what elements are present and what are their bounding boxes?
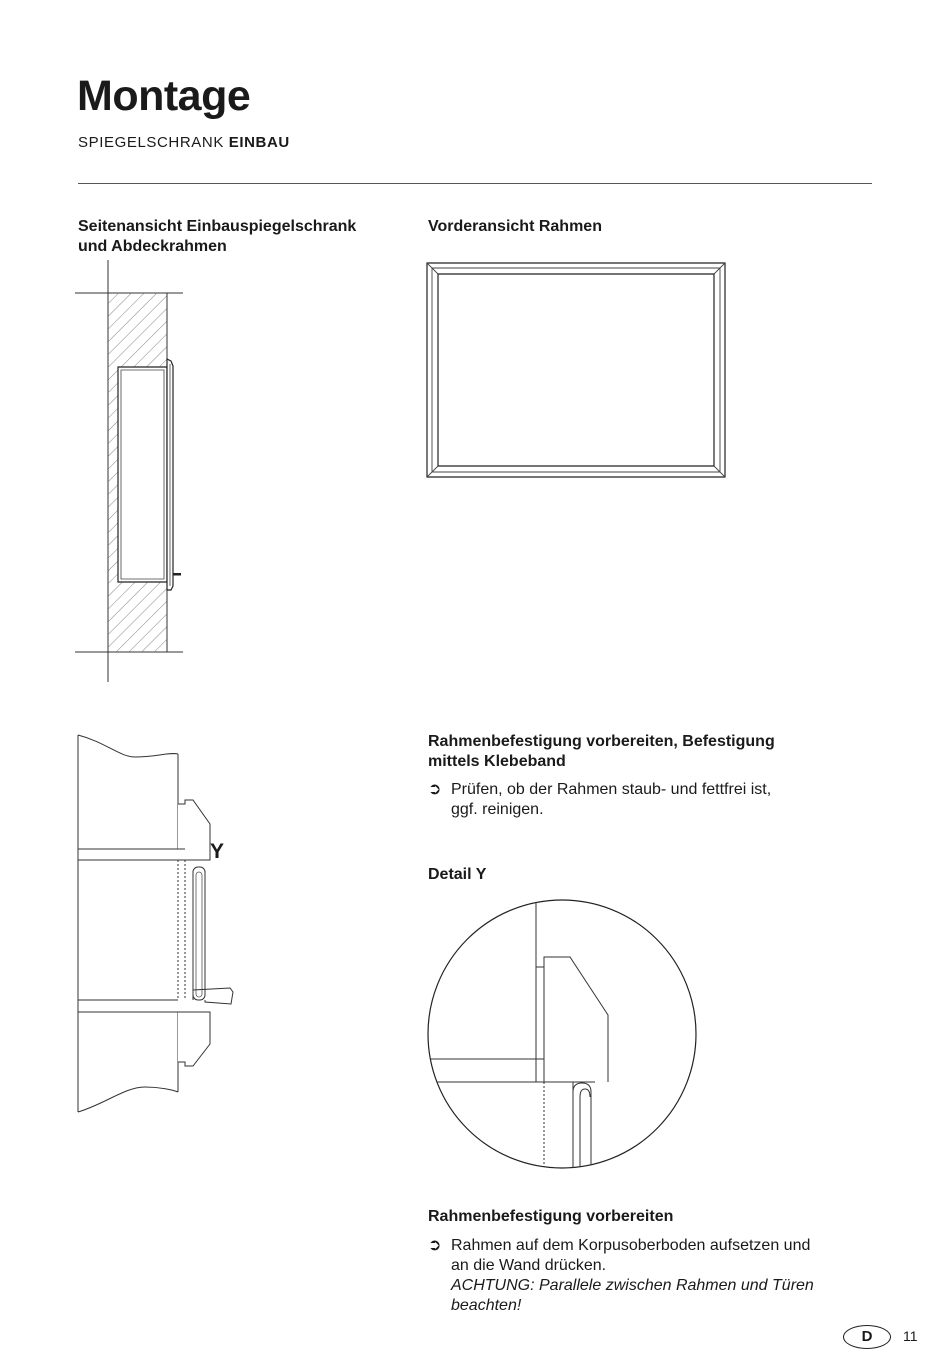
prepare-frame-warning: ACHTUNG: Parallele zwischen Rahmen und Türen beachten! (451, 1277, 814, 1314)
prepare-frame-heading: Rahmenbefestigung vorbereiten (428, 1208, 674, 1225)
page-title: Montage (77, 72, 251, 120)
prepare-frame-bullet-content (451, 1236, 814, 1316)
language-badge: D (843, 1325, 891, 1349)
detail-y-heading: Detail Y (428, 866, 487, 883)
prepare-tape-heading: Rahmenbefestigung vorbereiten, Befestigung mittels Klebeband (428, 733, 775, 770)
side-view-drawing (75, 260, 200, 685)
page-subtitle (78, 134, 290, 151)
subtitle-emphasis: EINBAU (228, 134, 290, 151)
detail-y-circle-drawing (425, 897, 701, 1173)
page-number: 11 (903, 1328, 918, 1344)
subtitle-prefix: SPIEGELSCHRANK (78, 134, 224, 151)
side-view-heading: Seitenansicht Einbauspiegelschrank und Abdeckrahmen (78, 218, 357, 255)
front-view-heading: Vorderansicht Rahmen (428, 218, 602, 235)
detail-y-marker: Y (210, 840, 225, 863)
right-arrow-circle-icon: ➲ (428, 1237, 442, 1254)
prepare-frame-bullet-text: Rahmen auf dem Korpusoberboden aufsetzen und an die Wand drücken. (451, 1237, 811, 1274)
front-view-frame-drawing (425, 261, 729, 479)
prepare-frame-bullet (428, 1236, 814, 1316)
section-detail-drawing (75, 732, 240, 1117)
right-arrow-circle-icon: ➲ (428, 781, 442, 798)
header-divider (78, 183, 872, 184)
prepare-tape-bullet (428, 780, 771, 820)
prepare-tape-bullet-text: Prüfen, ob der Rahmen staub- und fettfrei ist, ggf. reinigen. (451, 781, 772, 818)
